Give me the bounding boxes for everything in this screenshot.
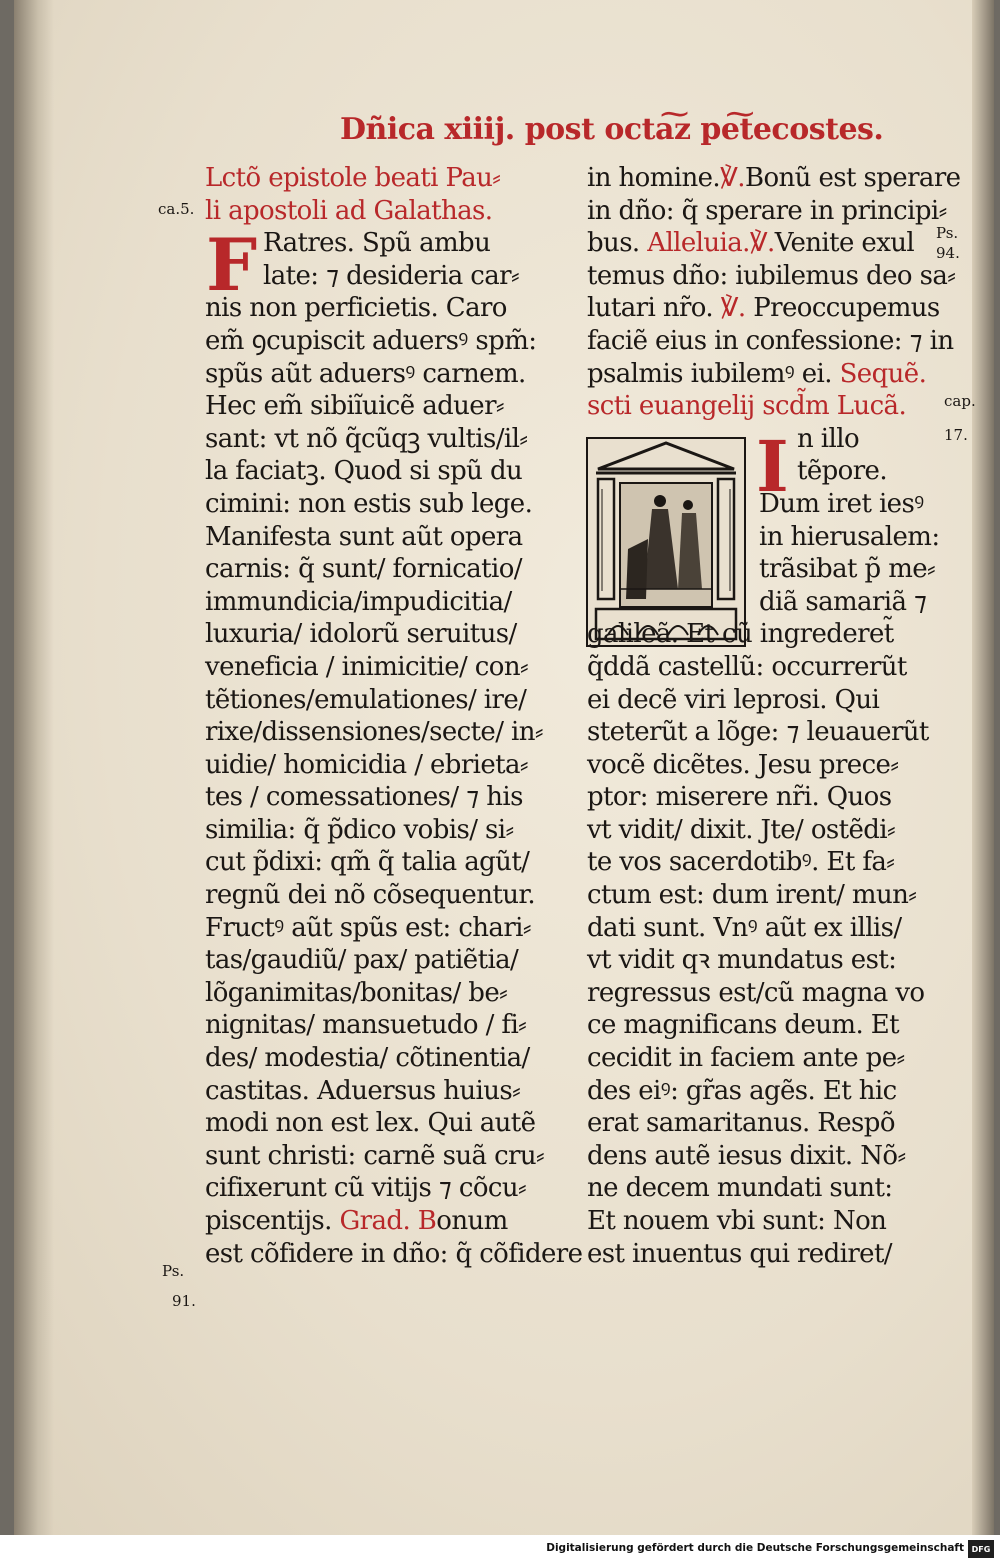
text-line: tes / comessationes/ ⁊ his xyxy=(205,782,523,813)
text-span: piscentijs. xyxy=(205,1206,332,1236)
footer-bar xyxy=(0,1535,1000,1563)
text-line: uidie/ homicidia / ebrieta⸗ xyxy=(205,749,528,780)
text-line: trãsibat p̃ me⸗ xyxy=(759,554,936,585)
text-span: bus. xyxy=(587,228,640,259)
text-line: late: ⁊ desideria car⸗ xyxy=(263,260,520,291)
text-line: des eiꝰ: gr̃as agẽs. Et hic xyxy=(587,1075,897,1106)
text-line: lõganimitas/bonitas/ be⸗ xyxy=(205,977,508,1008)
text-line: rixe/dissensiones/secte/ in⸗ xyxy=(205,717,543,748)
text-line: vt vidit qꝛ mundatus est: xyxy=(587,945,897,976)
text-span: Preoccupemus xyxy=(753,293,940,324)
text-line: galileã. Et cũ ingrederet̃ xyxy=(587,619,894,650)
text-line: la faciatꝫ. Quod si spũ du xyxy=(205,456,523,487)
left-rubric-line-1: Lctõ epistole beati Pau⸗ xyxy=(205,163,501,193)
left-column xyxy=(205,162,582,1270)
text-line: dens autẽ iesus dixit. Nõ⸗ xyxy=(587,1140,906,1171)
text-line: est cõfidere in dño: q̃ cõfidere xyxy=(205,1238,583,1269)
gradual-label: Grad. xyxy=(339,1206,411,1236)
text-line: spũs aũt aduersꝰ carnem. xyxy=(205,358,526,389)
text-line: em̃ ꝯcupiscit aduersꝰ spm̃: xyxy=(205,325,537,356)
text-line: faciẽ eius in confessione: ⁊ in xyxy=(587,325,954,356)
text-line: in hierusalem: xyxy=(759,521,940,552)
text-span: psalmis iubilemꝰ ei. xyxy=(587,358,832,389)
text-line: erat samaritanus. Respõ xyxy=(587,1108,895,1139)
text-line: immundicia/impudicitia/ xyxy=(205,586,512,617)
text-line: Hec em̃ sibiĩuicẽ aduer⸗ xyxy=(205,391,504,422)
text-line: Et nouem vbi sunt: Non xyxy=(587,1206,887,1236)
funding-notice: Digitalisierung gefördert durch die Deutsche Forschungsgemeinschaft xyxy=(546,1542,964,1554)
text-line: carnis: q̃ sunt/ fornicatio/ xyxy=(205,554,522,585)
text-line: regnũ dei nõ cõsequentur. xyxy=(205,880,535,911)
text-line: steterũt a lõge: ⁊ leuauerũt xyxy=(587,717,929,748)
text-line: modi non est lex. Qui autẽ xyxy=(205,1108,536,1139)
text-line: vt vidit/ dixit. Jte/ ostẽdi⸗ xyxy=(587,814,896,845)
text-line: ctum est: dum irent/ mun⸗ xyxy=(587,880,917,911)
text-line: in dño: q̃ sperare in principi⸗ xyxy=(587,195,947,226)
book-gutter xyxy=(14,0,54,1535)
text-line: dati sunt. Vnꝰ aũt ex illis/ xyxy=(587,912,902,943)
text-line: diã samariã ⁊ xyxy=(759,586,927,617)
text-line: ce magnificans deum. Et xyxy=(587,1010,900,1041)
initial-letter-i: I xyxy=(756,425,789,508)
margin-note-ps91-a: Ps. xyxy=(162,1262,185,1280)
text-line: te vos sacerdotibꝰ. Et fa⸗ xyxy=(587,847,895,878)
text-line: sunt christi: carnẽ suã cru⸗ xyxy=(205,1140,545,1171)
alleluia-label: Alleluia. xyxy=(647,228,750,259)
text-line: luxuria/ idolorũ seruitus/ xyxy=(205,619,517,650)
margin-note-ps94-a: Ps. xyxy=(936,224,959,242)
text-line: temus dño: iubilemus deo sa⸗ xyxy=(587,260,956,291)
text-span: lutari nr̃o. xyxy=(587,293,714,324)
margin-note-ps94-b: 94. xyxy=(936,244,960,262)
text-line: nis non perficietis. Caro xyxy=(205,293,507,324)
text-span: Bonũ est sperare xyxy=(744,163,961,193)
text-line: des/ modestia/ cõtinentia/ xyxy=(205,1043,530,1074)
text-line: veneficia / inimicitie/ con⸗ xyxy=(205,651,529,682)
margin-note-ca5: ca.5. xyxy=(158,200,195,218)
text-line: vocẽ dicẽtes. Jesu prece⸗ xyxy=(587,749,899,780)
text-span: in homine. xyxy=(587,163,721,193)
page-edge xyxy=(972,0,994,1535)
text-line: cifixerunt cũ vitijs ⁊ cõcu⸗ xyxy=(205,1173,527,1204)
text-line: Ratres. Spũ ambu xyxy=(263,228,491,259)
left-rubric-line-2: li apostoli ad Galathas. xyxy=(205,195,493,226)
text-line: sant: vt nõ q̃cũqꝫ vultis/il⸗ xyxy=(205,423,528,454)
text-line: castitas. Aduersus huius⸗ xyxy=(205,1075,521,1106)
right-line-1 xyxy=(587,162,960,195)
sequentia-label: Sequẽ. xyxy=(839,358,927,389)
versicle-mark: ℣. xyxy=(720,293,746,324)
right-column xyxy=(587,162,960,1270)
gospel-rubric: scti euangelij scd̃m Lucã. xyxy=(587,391,907,422)
gradual-initial: B xyxy=(417,1206,437,1236)
text-line: n illo xyxy=(797,423,860,454)
text-line: regressus est/cũ magna vo xyxy=(587,977,925,1008)
margin-note-cap17-b: 17. xyxy=(944,426,968,444)
text-line: ptor: miserere nr̃i. Quos xyxy=(587,782,892,813)
text-line: tẽtiones/emulationes/ ire/ xyxy=(205,684,527,715)
text-line: Manifesta sunt aũt opera xyxy=(205,521,523,552)
right-line-7 xyxy=(587,358,960,391)
text-line: cimini: non estis sub lege. xyxy=(205,488,533,519)
text-line: tas/gaudiũ/ pax/ patiẽtia/ xyxy=(205,945,519,976)
dfg-logo: DFG xyxy=(968,1540,994,1558)
text-line: Fructꝰ aũt spũs est: chari⸗ xyxy=(205,912,531,943)
text-line: similia: q̃ p̃dico vobis/ si⸗ xyxy=(205,814,514,845)
margin-note-ps91-b: 91. xyxy=(172,1292,196,1310)
text-line: ne decem mundati sunt: xyxy=(587,1173,893,1204)
gradual-line xyxy=(205,1205,582,1238)
text-span: onum xyxy=(436,1206,508,1236)
right-line-3 xyxy=(587,227,960,260)
margin-note-cap17-a: cap. xyxy=(944,392,976,410)
text-line: Dum iret iesꝰ xyxy=(759,488,924,519)
page-heading: Dñica xiiij. post octa͠z pe͠tecostes. xyxy=(340,112,884,147)
versicle-mark: ℣. xyxy=(749,228,775,259)
text-line: cut p̃dixi: qm̃ q̃ talia agũt/ xyxy=(205,847,530,878)
text-line: tẽpore. xyxy=(797,456,888,487)
text-line: q̃ddã castellũ: occurrerũt xyxy=(587,651,907,682)
initial-letter-f: F xyxy=(206,222,258,307)
text-line: cecidit in faciem ante pe⸗ xyxy=(587,1043,905,1074)
text-line: ei decẽ viri leprosi. Qui xyxy=(587,684,880,715)
text-span: Venite exul xyxy=(774,228,915,259)
versicle-mark: ℣. xyxy=(720,163,745,193)
text-line: est inuentus qui rediret/ xyxy=(587,1238,892,1269)
right-line-5 xyxy=(587,292,960,325)
text-line: nignitas/ mansuetudo / fi⸗ xyxy=(205,1010,527,1041)
